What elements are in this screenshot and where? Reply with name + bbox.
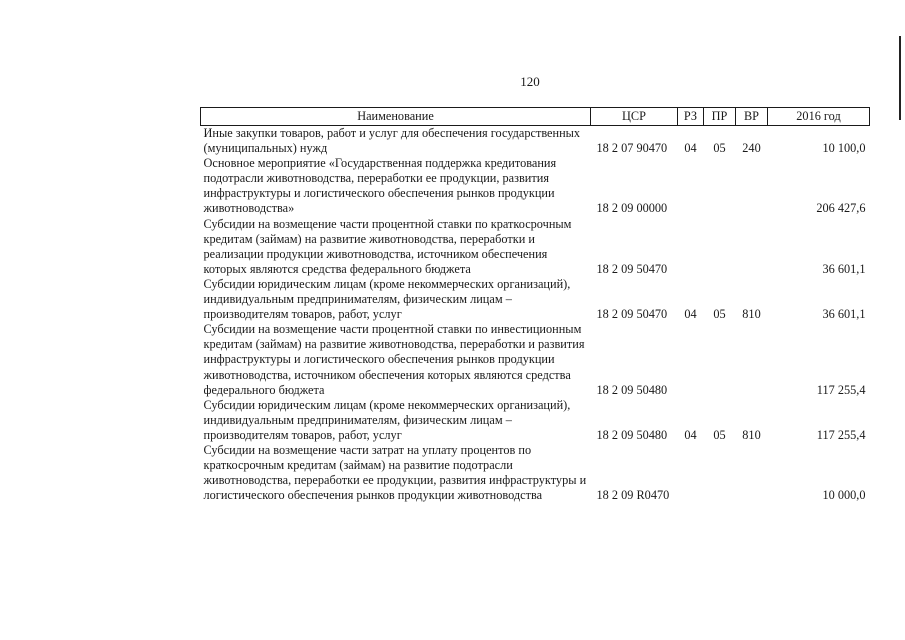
- row-csr: 18 2 09 50470: [596, 307, 668, 322]
- row-csr: 18 2 09 00000: [596, 201, 668, 216]
- table-row: [201, 156, 870, 216]
- row-vr: 810: [742, 427, 761, 442]
- row-pr: [704, 443, 736, 503]
- row-rz: [678, 322, 704, 397]
- row-csr: 18 2 09 50470: [596, 261, 668, 276]
- table-header: [201, 108, 870, 126]
- row-rz: [678, 217, 704, 277]
- row-vr: 240: [742, 141, 761, 156]
- table-row: [201, 322, 870, 397]
- row-amount: 36 601,1: [822, 261, 866, 276]
- row-csr: 18 2 07 90470: [596, 141, 668, 156]
- row-csr: 18 2 09 R0470: [596, 488, 670, 503]
- row-pr: 05: [713, 141, 726, 156]
- row-name: Основное мероприятие «Государственная поддержка кредитования подотрасли животноводства, переработки ее продукции, развития инфраструктуры и логистического обеспечения рынков продукции животноводства»: [203, 156, 557, 216]
- table-row: [201, 217, 870, 277]
- scan-edge-mark: [899, 36, 901, 120]
- page-number: 120: [520, 74, 540, 89]
- row-name: Субсидии юридическим лицам (кроме некоммерческих организаций), индивидуальным предпринимателям, физическим лицам – производителям товаров, работ, услуг: [203, 276, 571, 322]
- row-pr: 05: [713, 307, 726, 322]
- row-rz: 04: [684, 307, 697, 322]
- row-pr: 05: [713, 427, 726, 442]
- row-name: Субсидии юридическим лицам (кроме некоммерческих организаций), индивидуальным предпринимателям, физическим лицам – производителям товаров, работ, услуг: [203, 397, 571, 442]
- row-rz: 04: [684, 427, 697, 442]
- row-vr: [736, 156, 768, 216]
- table-row: [201, 126, 870, 157]
- table-row: [201, 443, 870, 503]
- row-rz: 04: [684, 141, 697, 156]
- row-amount: 36 601,1: [822, 307, 866, 322]
- row-vr: 810: [742, 307, 761, 322]
- budget-table: [200, 107, 870, 503]
- header-rz: РЗ: [678, 108, 704, 126]
- row-vr: [736, 443, 768, 503]
- row-pr: [704, 156, 736, 216]
- row-rz: [678, 156, 704, 216]
- row-csr: 18 2 09 50480: [596, 427, 668, 442]
- row-name: Иные закупки товаров, работ и услуг для обеспечения государственных (муниципальных) нужд: [203, 126, 581, 156]
- row-name: Субсидии на возмещение части процентной ставки по краткосрочным кредитам (займам) на развитие животноводства, переработки и реализации продукции животноводства, источником обеспечения которых являются средства федерального бюджета: [203, 216, 572, 276]
- row-amount: 10 100,0: [822, 141, 866, 156]
- header-pr: ПР: [704, 108, 736, 126]
- header-vr: ВР: [736, 108, 768, 126]
- table-row: [201, 398, 870, 443]
- row-amount: 117 255,4: [816, 382, 866, 397]
- row-vr: [736, 322, 768, 397]
- header-year: 2016 год: [768, 108, 870, 126]
- row-name: Субсидии на возмещение части затрат на уплату процентов по краткосрочным кредитам (займам) на развитие подотрасли животноводства, переработки ее продукции, развития инфраструктуры и логистического обеспечения рынков продукции животноводства: [203, 442, 587, 503]
- table-row: [201, 277, 870, 322]
- row-pr: [704, 217, 736, 277]
- row-amount: 10 000,0: [822, 488, 866, 503]
- header-csr: ЦСР: [591, 108, 678, 126]
- row-amount: 117 255,4: [816, 427, 866, 442]
- row-vr: [736, 217, 768, 277]
- header-name: Наименование: [201, 108, 591, 126]
- row-rz: [678, 443, 704, 503]
- row-name: Субсидии на возмещение части процентной ставки по инвестиционным кредитам (займам) на развитие животноводства, переработки и развития инфраструктуры и логистического обеспечения рынков продукции животноводства, источником обеспечения которых являются средства федерального бюджета: [203, 322, 585, 397]
- row-csr: 18 2 09 50480: [596, 382, 668, 397]
- row-amount: 206 427,6: [816, 201, 866, 216]
- row-pr: [704, 322, 736, 397]
